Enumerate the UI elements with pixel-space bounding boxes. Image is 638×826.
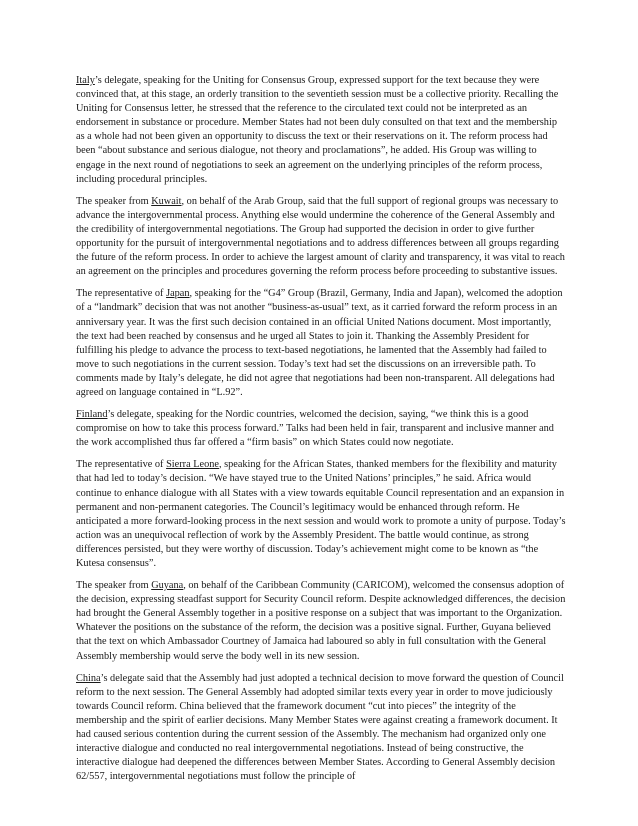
paragraph-text: ’s delegate, speaking for the Uniting for Consensus Group, expressed support for the text because they were convinced that, at this stage, an orderly transition to the seventieth session must be a collective priority. Recalling the Uniting for Consensus letter, he stressed that the reference to the circulated text could not be interpreted as an endorsement in substance or procedure. Member States had not been duly consulted on that text and the membership as a whole had not been given an opportunity to discuss the text or their reservations on it. The reform process had been “about substance and serious dialogue, not theory and proclamations”, he added. His Group was willing to engage in the next round of negotiations to seek an agreement on the underlying principles of the reform process, including procedural principles. <box>76 75 559 185</box>
paragraph-italy <box>76 74 566 187</box>
paragraph-kuwait <box>76 195 566 280</box>
document-body <box>76 74 566 792</box>
country-link-sierra-leone[interactable]: Sierra Leone <box>166 459 219 471</box>
paragraph-lead: The speaker from <box>76 195 152 207</box>
paragraph-lead: The representative of <box>76 288 167 300</box>
country-link-china[interactable]: China <box>76 672 101 684</box>
paragraph-text: ’s delegate, speaking for the Nordic countries, welcomed the decision, saying, “we think this is a good compromise on how to take this process forward.” Talks had been held in fair, transparent and inclusive manner and the work accomplished thus far offered a “firm basis” on which States could now negotiate. <box>76 409 554 449</box>
paragraph-lead: The speaker from <box>76 580 152 592</box>
country-link-kuwait[interactable]: Kuwait <box>151 195 182 207</box>
paragraph-lead: The representative of <box>76 459 167 471</box>
paragraph-china <box>76 672 566 785</box>
country-link-italy[interactable]: Italy <box>76 75 95 86</box>
paragraph-text: , speaking for the “G4” Group (Brazil, Germany, India and Japan), welcomed the adoption of a “landmark” decision that was not another “business-as-usual” text, as it carried forward the reform process in an anniversary year. It was the first such decision contained in an official United Nations document. Most importantly, the text had been reached by consensus and he urged all States to join it. Thanking the Assembly President for fulfilling his pledge to advance the process to text-based negotiations, he lamented that the Assembly had failed to move to such negotiations in the current session. Today’s text had set the discussions on an irreversible path. To comments made by Italy’s delegate, he did not agree that negotiations had been non-transparent. All delegations had agreed on language contained in “L.92”. <box>76 288 563 398</box>
paragraph-guyana <box>76 579 566 664</box>
paragraph-text: ’s delegate said that the Assembly had just adopted a technical decision to move forward the question of Council reform to the next session. The General Assembly had adopted similar texts every year in order to move judiciously towards Council reform. China believed that the framework document “cut into pieces” the integrity of the membership and the spirit of earlier decisions. Many Member States were against creating a framework document. It had caused serious contention during the current session of the Assembly. The mechanism had organized only one interactive dialogue and conducted no real intergovernmental negotiations. Instead of being constructive, the interactive dialogue had deepened the differences between Member States. According to General Assembly decision 62/557, intergovernmental negotiations must follow the principle of <box>76 672 564 783</box>
paragraph-finland <box>76 408 566 450</box>
paragraph-text: , on behalf of the Caribbean Community (CARICOM), welcomed the consensus adoption of the decision, expressing steadfast support for Security Council reform. Despite acknowledged differences, the decision had brought the General Assembly together in a positive response on a subject that was important to the Organization. Whatever the positions on the substance of the reform, the decision was a positive signal. Further, Guyana believed that the text on which Ambassador Courtney of Jamaica had laboured so ably in full consultation with the General Assembly membership would serve the body well in its new session. <box>76 580 566 662</box>
country-link-finland[interactable]: Finland <box>76 409 108 421</box>
country-link-guyana[interactable]: Guyana <box>151 580 184 592</box>
paragraph-text: , on behalf of the Arab Group, said that the full support of regional groups was necessary to advance the intergovernmental process. Anything else would undermine the coherence of the General Assembly and the credibility of intergovernmental negotiations. The Group had supported the decision in order to give further opportunity for the pursuit of intergovernmental negotiations and to address differences between all groups regarding the future of the reform process. In order to achieve the largest amount of clarity and transparency, it was vital to reach an agreement on the principles and procedures governing the reform process before proceeding to substantive issues. <box>76 195 565 278</box>
paragraph-sierra-leone <box>76 458 566 571</box>
country-link-japan[interactable]: Japan <box>166 288 190 300</box>
paragraph-japan <box>76 287 566 400</box>
paragraph-text: , speaking for the African States, thanked members for the flexibility and maturity that had led to today’s decision. “We have stayed true to the United Nations’ principles,” he said. Africa would continue to enhance dialogue with all States with a view towards equitable Council representation and an expansion in permanent and non-permanent categories. The Council’s legitimacy would be enhanced through reform. He anticipated a more forward-looking process in the next session and would work to promote a unity of purpose. Today’s action was an unequivocal reflection of work by the Assembly President. The battle would continue, as strong differences persisted, but they were worthy of discussion. Today’s achievement might come to be known as “the Kutesa consensus”. <box>76 459 566 569</box>
